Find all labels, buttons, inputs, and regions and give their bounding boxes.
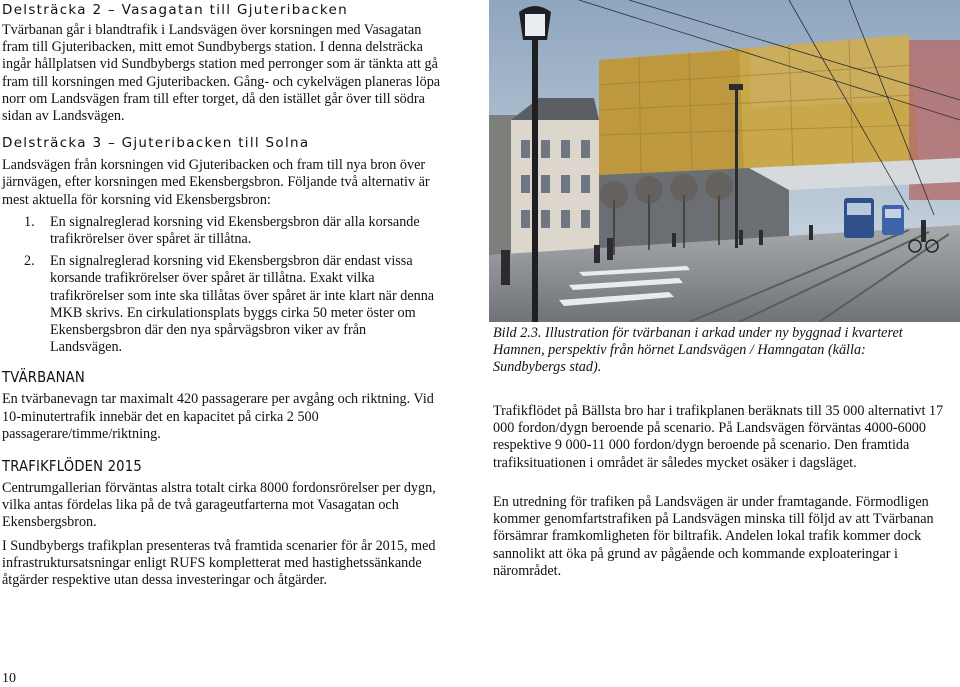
trafikfloden-p2: I Sundbybergs trafikplan presenteras två framtida scenarier för år 2015, med infrastruktursatsningar enligt RUFS kompletterat med hastighetssänkande åtgärder respektive utan dessa investeringar och åtgärder.	[2, 537, 436, 589]
sec2-heading: Delsträcka 2 – Vasagatan till Gjuteribacken	[2, 2, 348, 18]
list-item	[2, 214, 447, 248]
list-item	[2, 253, 447, 356]
figure-caption: Bild 2.3. Illustration för tvärbanan i arkad under ny byggnad i kvarteret Hamnen, perspektiv från hörnet Landsvägen / Hamngatan (källa: Sundbybergs stad).	[493, 325, 903, 376]
list-text: En signalreglerad korsning vid Ekensbergsbron där endast vissa korsande trafikrörelser över spåret är tillåtna. Exakt vilka trafikrörelser som inte ska tillåtas över spåret är inte klart när denna MKB skrivs. En cirkulationsplats byggs cirka 50 meter öster om Ekensbergsbron där den nya spårvägsbron viker av från Landsvägen.	[50, 253, 435, 356]
sec3-list	[2, 214, 447, 357]
trafikfloden-heading: TRAFIKFLÖDEN 2015	[2, 457, 142, 476]
list-text: En signalreglerad korsning vid Ekensbergsbron där alla korsande trafikrörelser över spåret är tillåtna.	[50, 213, 420, 248]
left-column	[2, 2, 447, 589]
tvarbanan-body: En tvärbanevagn tar maximalt 420 passagerare per avgång och riktning. Vid 10-minutertrafik innebär det en kapacitet på cirka 2 500 passagerare/timme/riktning.	[2, 391, 434, 442]
sec2-body: Tvärbanan går i blandtrafik i Landsvägen över korsningen med Vasagatan fram till Gjuteribacken, mitt emot Sundbybergs station. I denna delsträcka ingår hållplatsen vid Sundbybergs station med perronger som är tänkta att gå fram till korsningen med Gjuteribacken. Gång- och cykelvägen planeras löpa norr om Landsvägen fram till efter torget, då den istället går över till södra sidan av Landsvägen.	[2, 22, 441, 125]
page-number: 10	[2, 671, 16, 686]
list-number: 2.	[24, 253, 35, 270]
tvarbanan-heading: TVÄRBANAN	[2, 368, 85, 387]
street-illustration-image	[489, 0, 960, 322]
sec3-body: Landsvägen från korsningen vid Gjuteribacken och fram till nya bron över järnvägen, efter korsningen med Ekensbergsbron. Följande två alternativ är mest aktuella för korsning vid Ekensbergsbron:	[2, 157, 430, 208]
trafikfloden-p1: Centrumgallerian förväntas alstra totalt cirka 8000 fordonsrörelser per dygn, vilka antas fördelas lika på de två garageutfarterna mot Vasagatan och Ekensbergsbron.	[2, 480, 436, 531]
right-p1: Trafikflödet på Bällsta bro har i trafikplanen beräknats till 35 000 alternativt 17 000 fordon/dygn beroende på scenario. På Landsvägen förväntas 4000-6000 respektive 9 000-11 000 fordon/dygn beroende på scenario. Den framtida trafiksituationen i området är således mycket osäker i dagsläget.	[493, 403, 944, 471]
list-number: 1.	[24, 213, 35, 230]
right-p2: En utredning för trafiken på Landsvägen är under framtagande. Förmodligen kommer genomfartstrafiken på Landsvägen minska till följd av att Tvärbanan försämrar framkomligheten för biltrafik. Andelen lokal trafik kommer dock sannolikt att öka på grund av pågående och kommande exploateringar i närområdet.	[493, 494, 934, 579]
sec3-heading: Delsträcka 3 – Gjuteribacken till Solna	[2, 135, 310, 152]
street-illustration	[489, 0, 960, 322]
